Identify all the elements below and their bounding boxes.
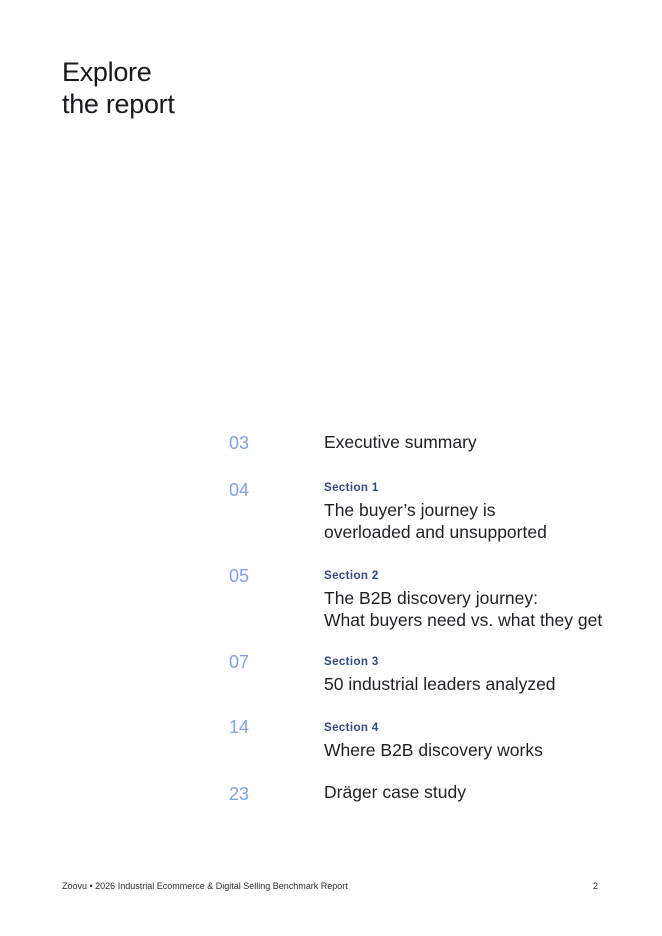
footer-report-title: Zoovu • 2026 Industrial Ecommerce & Digital Selling Benchmark Report — [62, 881, 348, 891]
toc-page-number: 23 — [229, 784, 250, 804]
toc-page-number: 03 — [229, 433, 250, 453]
toc-entry-body — [324, 721, 624, 762]
toc-entry-title: The B2B discovery journey: What buyers need vs. what they get — [324, 588, 603, 630]
toc-entry-body — [324, 481, 624, 543]
toc-page-number: 04 — [229, 480, 250, 500]
page-title — [62, 56, 175, 120]
footer-page-number: 2 — [593, 881, 599, 891]
page-title-line-1: Explore — [62, 57, 152, 87]
toc-entry-title: Executive summary — [324, 432, 477, 452]
toc-section-label: Section 4 — [324, 722, 379, 734]
toc-page-number: 05 — [229, 566, 250, 586]
page-title-line-2: the report — [62, 89, 175, 119]
toc-section-label: Section 2 — [324, 570, 379, 582]
toc-section-label: Section 1 — [324, 482, 379, 494]
toc-entry-title: Dräger case study — [324, 782, 467, 802]
toc-entry-title: The buyer’s journey is overloaded and unsupported — [324, 500, 547, 542]
toc-entry-title: 50 industrial leaders analyzed — [324, 674, 556, 694]
toc-entry-title: Where B2B discovery works — [324, 740, 543, 760]
toc-entry-body — [324, 655, 624, 696]
toc-entry-body — [324, 569, 624, 631]
toc-page-number: 14 — [229, 717, 250, 737]
toc-section-label: Section 3 — [324, 656, 379, 668]
toc-entry-body — [324, 782, 624, 804]
toc-page-number: 07 — [229, 652, 250, 672]
toc-entry-body — [324, 432, 624, 454]
